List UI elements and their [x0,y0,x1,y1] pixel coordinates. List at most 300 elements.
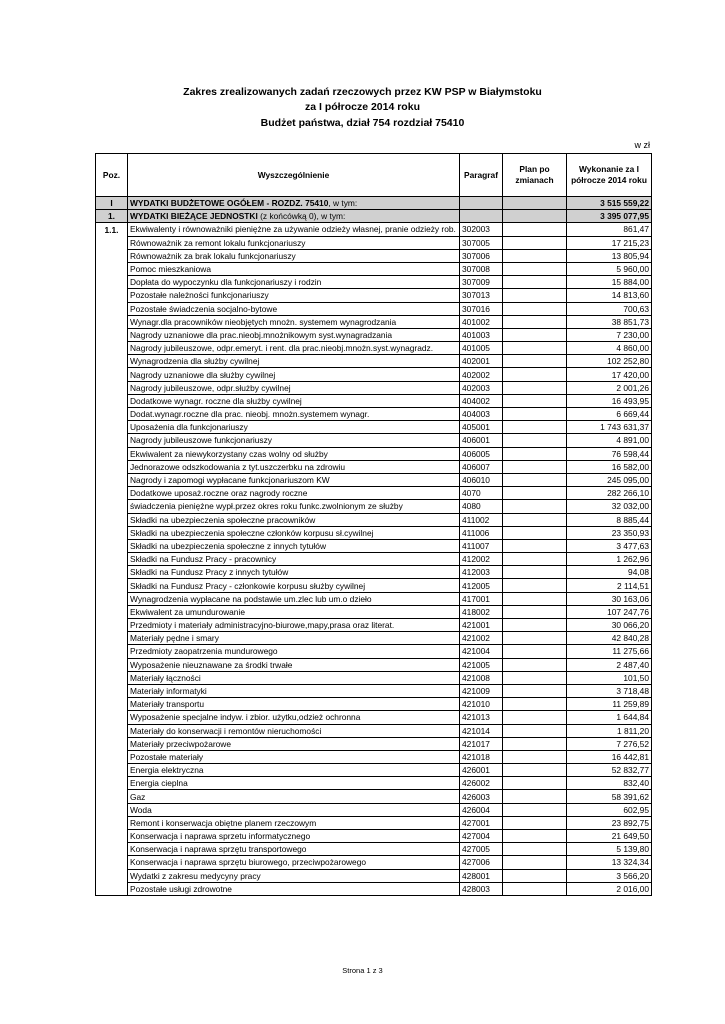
row-poz [96,790,128,803]
row-poz: I [96,197,128,210]
row-plan [503,526,567,539]
table-row [96,447,652,460]
row-paragraf: 404002 [460,394,503,407]
row-plan [503,434,567,447]
row-name: Równoważnik za brak lokalu funkcjonariuszy [128,249,460,262]
row-value: 23 350,93 [567,526,652,539]
row-poz [96,592,128,605]
row-value: 16 442,81 [567,750,652,763]
row-value: 3 566,20 [567,869,652,882]
row-value: 5 139,80 [567,843,652,856]
row-plan [503,553,567,566]
row-paragraf: 307016 [460,302,503,315]
row-value: 6 669,44 [567,408,652,421]
row-poz [96,737,128,750]
row-plan [503,750,567,763]
row-name: Wyposażenie nieuznawane za środki trwałe [128,658,460,671]
row-paragraf: 428001 [460,869,503,882]
row-poz [96,434,128,447]
table-row [96,289,652,302]
row-paragraf: 406001 [460,434,503,447]
row-name: Składki na ubezpieczenia społeczne członków korpusu sł.cywilnej [128,526,460,539]
row-value: 861,47 [567,223,652,236]
row-paragraf: 428003 [460,882,503,895]
row-paragraf: 307006 [460,249,503,262]
row-value: 5 960,00 [567,262,652,275]
table-row [96,803,652,816]
row-value: 17 420,00 [567,368,652,381]
row-name: Gaz [128,790,460,803]
row-poz [96,605,128,618]
row-name: Uposażenia dla funkcjonariuszy [128,421,460,434]
row-plan [503,830,567,843]
row-value: 245 095,00 [567,473,652,486]
row-poz [96,619,128,632]
row-plan [503,737,567,750]
row-paragraf: 402002 [460,368,503,381]
row-value: 76 598,44 [567,447,652,460]
table-row [96,882,652,895]
table-row [96,684,652,697]
row-plan [503,315,567,328]
row-paragraf: 421010 [460,698,503,711]
row-poz [96,526,128,539]
table-row [96,764,652,777]
row-poz [96,302,128,315]
table-row [96,632,652,645]
row-paragraf: 421017 [460,737,503,750]
row-value: 30 066,20 [567,619,652,632]
row-name: Materiały przeciwpożarowe [128,737,460,750]
row-poz [96,276,128,289]
row-plan [503,816,567,829]
row-plan [503,632,567,645]
row-value: 17 215,23 [567,236,652,249]
table-row [96,487,652,500]
row-poz [96,632,128,645]
row-poz [96,315,128,328]
row-paragraf: 417001 [460,592,503,605]
row-name: Wynagrodzenia dla służby cywilnej [128,355,460,368]
table-row [96,355,652,368]
row-paragraf: 421014 [460,724,503,737]
row-name: Wynagr.dla pracowników nieobjętych mnożn. systemem wynagrodzania [128,315,460,328]
row-plan [503,711,567,724]
row-paragraf: 426003 [460,790,503,803]
table-row [96,473,652,486]
row-plan [503,210,567,223]
table-row [96,460,652,473]
row-paragraf: 426001 [460,764,503,777]
summary-title: WYDATKI BIEŻĄCE JEDNOSTKI [130,211,258,222]
table-row [96,539,652,552]
row-paragraf: 427001 [460,816,503,829]
row-value: 4 891,00 [567,434,652,447]
row-value: 102 252,80 [567,355,652,368]
row-poz [96,566,128,579]
row-poz [96,394,128,407]
row-poz [96,447,128,460]
row-value: 1 743 631,37 [567,421,652,434]
row-plan [503,421,567,434]
row-plan [503,645,567,658]
row-value: 42 840,28 [567,632,652,645]
row-name: Woda [128,803,460,816]
row-poz: 1.1. [96,223,128,236]
row-name: Przedmioty zaopatrzenia mundurowego [128,645,460,658]
row-poz [96,249,128,262]
row-name: Składki na ubezpieczenia społeczne pracowników [128,513,460,526]
table-row [96,579,652,592]
table-header-row [96,154,652,197]
table-row [96,553,652,566]
row-poz [96,684,128,697]
row-paragraf: 401002 [460,315,503,328]
row-name: Materiały informatyki [128,684,460,697]
row-value: 3 395 077,95 [567,210,652,223]
row-plan [503,289,567,302]
row-name: Składki na Fundusz Pracy - pracownicy [128,553,460,566]
row-value: 23 892,75 [567,816,652,829]
row-value: 13 324,34 [567,856,652,869]
row-paragraf [460,210,503,223]
row-poz [96,500,128,513]
row-name: Konserwacja i naprawa sprzętu biurowego, przeciwpożarowego [128,856,460,869]
row-paragraf: 426004 [460,803,503,816]
table-row [96,777,652,790]
row-value: 11 275,66 [567,645,652,658]
row-plan [503,605,567,618]
table-row [96,869,652,882]
row-paragraf: 402001 [460,355,503,368]
row-name: Dodatkowe wynagr. roczne dla służby cywilnej [128,394,460,407]
row-paragraf: 421009 [460,684,503,697]
row-paragraf: 421018 [460,750,503,763]
summary-row-total [96,197,652,210]
row-paragraf: 406005 [460,447,503,460]
row-poz [96,843,128,856]
row-paragraf: 401005 [460,342,503,355]
table-row [96,236,652,249]
row-name: Remont i konserwacja obiętne planem rzeczowym [128,816,460,829]
row-poz [96,513,128,526]
row-value: 1 262,96 [567,553,652,566]
row-value: 8 885,44 [567,513,652,526]
row-name: Nagrody jubileuszowe, odpr.służby cywilnej [128,381,460,394]
row-paragraf: 427005 [460,843,503,856]
row-poz [96,487,128,500]
row-plan [503,671,567,684]
table-row [96,262,652,275]
row-name [128,197,460,210]
row-plan [503,249,567,262]
row-plan [503,777,567,790]
row-name: Pozostałe świadczenia socjalno-bytowe [128,302,460,315]
row-paragraf: 302003 [460,223,503,236]
row-plan [503,460,567,473]
row-value: 15 884,00 [567,276,652,289]
row-poz [96,724,128,737]
table-row [96,566,652,579]
table-row [96,249,652,262]
expenses-table [95,153,652,896]
currency-unit: w zł [634,140,650,150]
row-value: 52 832,77 [567,764,652,777]
table-row [96,526,652,539]
row-value: 21 649,50 [567,830,652,843]
header-wykonanie: Wykonanie za I półrocze 2014 roku [567,154,652,197]
row-plan [503,724,567,737]
row-value: 107 247,76 [567,605,652,618]
row-name: Materiały pędne i smary [128,632,460,645]
row-poz [96,856,128,869]
row-name: Konserwacja i naprawa sprzetu informatycznego [128,830,460,843]
table-row [96,394,652,407]
table-row [96,276,652,289]
header-paragraf: Paragraf [460,154,503,197]
row-paragraf: 402003 [460,381,503,394]
row-plan [503,236,567,249]
row-name: Materiały do konserwacji i remontów nieruchomości [128,724,460,737]
row-plan [503,276,567,289]
table-row [96,342,652,355]
title-line-3: Budżet państwa, dział 754 rozdział 75410 [260,117,465,129]
row-plan [503,473,567,486]
row-poz [96,816,128,829]
table-row [96,500,652,513]
row-plan [503,197,567,210]
row-poz [96,579,128,592]
table-row [96,816,652,829]
table-row [96,421,652,434]
row-name: Materiały łączności [128,671,460,684]
row-plan [503,262,567,275]
row-value: 94,08 [567,566,652,579]
row-poz [96,408,128,421]
row-name: Pozostałe usługi zdrowotne [128,882,460,895]
row-value: 832,40 [567,777,652,790]
row-poz [96,473,128,486]
row-plan [503,790,567,803]
row-plan [503,223,567,236]
table-row [96,368,652,381]
row-poz [96,553,128,566]
row-name [128,210,460,223]
row-paragraf: 412003 [460,566,503,579]
table-row [96,856,652,869]
row-poz [96,698,128,711]
row-paragraf: 404003 [460,408,503,421]
row-name: Pozostałe materiały [128,750,460,763]
row-paragraf: 401003 [460,328,503,341]
row-plan [503,408,567,421]
row-paragraf: 307009 [460,276,503,289]
row-paragraf: 406010 [460,473,503,486]
row-plan [503,566,567,579]
title-line-1: Zakres zrealizowanych zadań rzeczowych przez KW PSP w Białymstoku [183,86,542,98]
row-paragraf: 411007 [460,539,503,552]
table-row [96,408,652,421]
row-paragraf: 421005 [460,658,503,671]
summary-row-current [96,210,652,223]
row-paragraf: 426002 [460,777,503,790]
row-paragraf: 427006 [460,856,503,869]
row-plan [503,500,567,513]
row-plan [503,843,567,856]
row-paragraf: 412002 [460,553,503,566]
table-row [96,645,652,658]
row-poz [96,368,128,381]
header-poz: Poz. [96,154,128,197]
row-plan [503,658,567,671]
table-row [96,843,652,856]
row-name: Dopłata do wypoczynku dla funkcjonariuszy i rodzin [128,276,460,289]
row-plan [503,447,567,460]
row-plan [503,856,567,869]
row-paragraf: 405001 [460,421,503,434]
row-value: 2 001,26 [567,381,652,394]
row-poz [96,262,128,275]
row-poz [96,803,128,816]
row-name: Nagrody uznaniowe dla prac.nieobj.mnożnikowym syst.wynagradzania [128,328,460,341]
row-value: 32 032,00 [567,500,652,513]
row-name: Energia elektryczna [128,764,460,777]
row-paragraf: 421002 [460,632,503,645]
row-plan [503,803,567,816]
row-name: Dodatkowe uposaż.roczne oraz nagrody roczne [128,487,460,500]
table-row [96,223,652,236]
row-name: Składki na Fundusz Pracy - członkowie korpusu służby cywilnej [128,579,460,592]
row-name: Nagrody uznaniowe dla służby cywilnej [128,368,460,381]
row-plan [503,869,567,882]
table-row [96,711,652,724]
row-value: 13 805,94 [567,249,652,262]
row-name: Konserwacja i naprawa sprzętu transportowego [128,843,460,856]
row-value: 3 718,48 [567,684,652,697]
table-row [96,750,652,763]
row-paragraf: 421008 [460,671,503,684]
row-paragraf: 421001 [460,619,503,632]
row-plan [503,764,567,777]
row-value: 7 276,52 [567,737,652,750]
row-plan [503,539,567,552]
row-plan [503,882,567,895]
row-paragraf: 307008 [460,262,503,275]
row-plan [503,513,567,526]
row-value: 58 391,62 [567,790,652,803]
row-plan [503,381,567,394]
row-name: Nagrody i zapomogi wypłacane funkcjonariuszom KW [128,473,460,486]
row-name: Ekwiwalent za umundurowanie [128,605,460,618]
table-row [96,724,652,737]
row-value: 700,63 [567,302,652,315]
row-paragraf: 418002 [460,605,503,618]
row-paragraf: 421004 [460,645,503,658]
summary-suffix: , w tym: [328,198,358,209]
row-name: Składki na Fundusz Pracy z innych tytułów [128,566,460,579]
row-poz [96,460,128,473]
header-name: Wyszczególnienie [128,154,460,197]
row-poz: 1. [96,210,128,223]
table-row [96,671,652,684]
title-line-2: za I półrocze 2014 roku [305,101,420,113]
row-paragraf: 411002 [460,513,503,526]
table-row [96,592,652,605]
summary-title: WYDATKI BUDŻETOWE OGÓŁEM - ROZDZ. 75410 [130,198,329,209]
row-value: 14 813,60 [567,289,652,302]
row-name: Równoważnik za remont lokalu funkcjonariuszy [128,236,460,249]
row-name: Nagrody jubileuszowe, odpr.emeryt. i rent. dla prac.nieobj.mnożn.syst.wynagradz. [128,342,460,355]
row-name: świadczenia pieniężne wypł.przez okres roku funkc.zwolnionym ze służby [128,500,460,513]
row-paragraf: 307005 [460,236,503,249]
row-name: Przedmioty i materiały administracyjno-biurowe,mapy,prasa oraz literat. [128,619,460,632]
row-value: 2 487,40 [567,658,652,671]
row-paragraf: 411006 [460,526,503,539]
row-name: Pozostałe należności funkcjonariuszy [128,289,460,302]
row-plan [503,698,567,711]
table-row [96,830,652,843]
row-poz [96,539,128,552]
row-name: Ekwiwalenty i równoważniki pieniężne za używanie odzieży własnej, pranie odzieży rob. [128,223,460,236]
row-value: 101,50 [567,671,652,684]
table-row [96,381,652,394]
row-poz [96,882,128,895]
row-paragraf: 307013 [460,289,503,302]
row-plan [503,487,567,500]
row-poz [96,328,128,341]
row-value: 11 259,89 [567,698,652,711]
row-plan [503,394,567,407]
row-value: 2 114,51 [567,579,652,592]
row-poz [96,645,128,658]
row-value: 602,95 [567,803,652,816]
row-plan [503,684,567,697]
row-plan [503,592,567,605]
row-name: Materiały transportu [128,698,460,711]
row-paragraf: 406007 [460,460,503,473]
row-value: 282 266,10 [567,487,652,500]
table-row [96,790,652,803]
row-name: Nagrody jubileuszowe funkcjonariuszy [128,434,460,447]
row-name: Wynagrodzenia wypłacane na podstawie um.zlec lub um.o dzieło [128,592,460,605]
row-poz [96,671,128,684]
row-plan [503,579,567,592]
row-poz [96,355,128,368]
table-row [96,658,652,671]
row-poz [96,830,128,843]
table-row [96,302,652,315]
table-row [96,315,652,328]
row-name: Wydatki z zakresu medycyny pracy [128,869,460,882]
row-paragraf: 4070 [460,487,503,500]
row-poz [96,381,128,394]
table-row [96,698,652,711]
row-value: 16 493,95 [567,394,652,407]
row-paragraf: 427004 [460,830,503,843]
row-poz [96,289,128,302]
row-name: Pomoc mieszkaniowa [128,262,460,275]
row-name: Ekwiwalent za niewykorzystany czas wolny od służby [128,447,460,460]
row-poz [96,421,128,434]
page-footer: Strona 1 z 3 [342,966,383,975]
row-value: 4 860,00 [567,342,652,355]
table-row [96,605,652,618]
row-poz [96,869,128,882]
row-poz [96,750,128,763]
row-plan [503,328,567,341]
row-poz [96,236,128,249]
row-paragraf: 421013 [460,711,503,724]
